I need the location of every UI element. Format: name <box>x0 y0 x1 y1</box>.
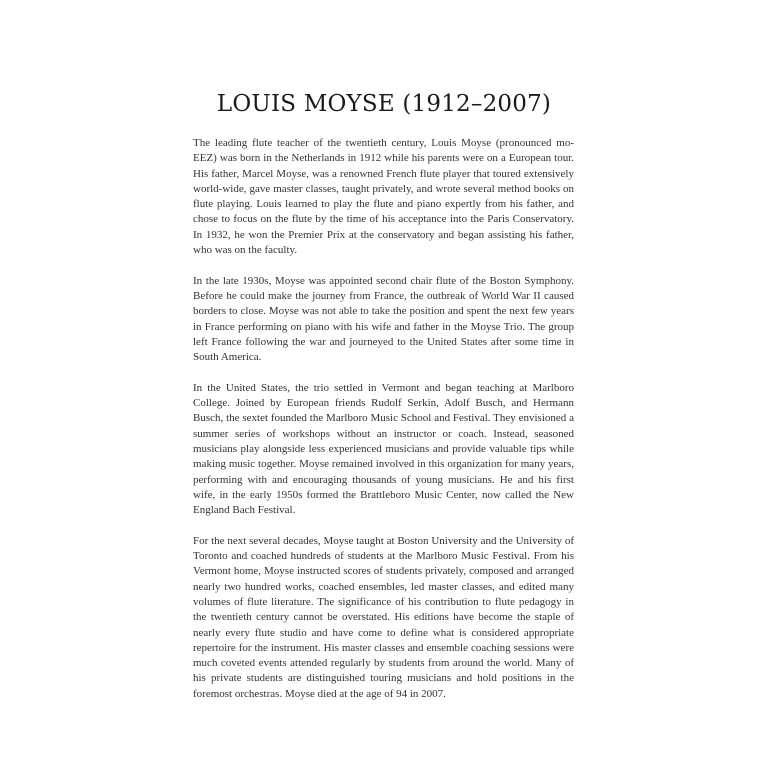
paragraph-war-years: In the late 1930s, Moyse was appointed second chair flute of the Boston Symphony. Before he could make the journey from France, the outbreak of World War II caused borders to close. Moyse was not able to take the position and spent the next few years in France performing on piano with his wife and father in the Moyse Trio. The group left France following the war and journeyed to the United States after some time in South America. <box>193 274 574 364</box>
body-text <box>193 136 574 717</box>
paragraph-later-career: For the next several decades, Moyse taught at Boston University and the University of Toronto and coached hundreds of students at the Marlboro Music Festival. From his Vermont home, Moyse instructed scores of students privately, composed and arranged nearly two hundred works, coached ensembles, led master classes, and edited many volumes of flute literature. The significance of his contribution to flute pedagogy in the twentieth century cannot be overstated. His editions have become the staple of nearly every flute studio and have come to define what is considered appropriate repertoire for the instrument. His master classes and ensemble coaching sessions were much coveted events attended regularly by students from around the world. Many of his private students are distinguished touring musicians and hold positions in the foremost orchestras. Moyse died at the age of 94 in 2007. <box>193 534 574 700</box>
paragraph-early-life: The leading flute teacher of the twentieth century, Louis Moyse (pronounced mo-EEZ) was born in the Netherlands in 1912 while his parents were on a European tour. His father, Marcel Moyse, was a renowned French flute player that toured extensively world-wide, gave master classes, taught privately, and wrote several method books on flute playing. Louis learned to play the flute and piano expertly from his father, and chose to focus on the flute by the time of his acceptance into the Paris Conservatory. In 1932, he won the Premier Prix at the conservatory and began assisting his father, who was on the faculty. <box>193 137 574 257</box>
page-title: LOUIS MOYSE (1912–2007) <box>216 91 552 117</box>
paragraph-marlboro: In the United States, the trio settled in Vermont and began teaching at Marlboro College. Joined by European friends Rudolf Serkin, Adolf Busch, and Hermann Busch, the sextet founded the Marlboro Music School and Festival. They envisioned a summer series of workshops without an instructor or coach. Instead, seasoned musicians play alongside less experienced musicians and provide valuable tips while making music together. Moyse remained involved in this organization for many years, performing with and encouraging thousands of young musicians. He and his first wife, in the early 1950s formed the Brattleboro Music Center, now called the New England Bach Festival. <box>193 381 574 517</box>
